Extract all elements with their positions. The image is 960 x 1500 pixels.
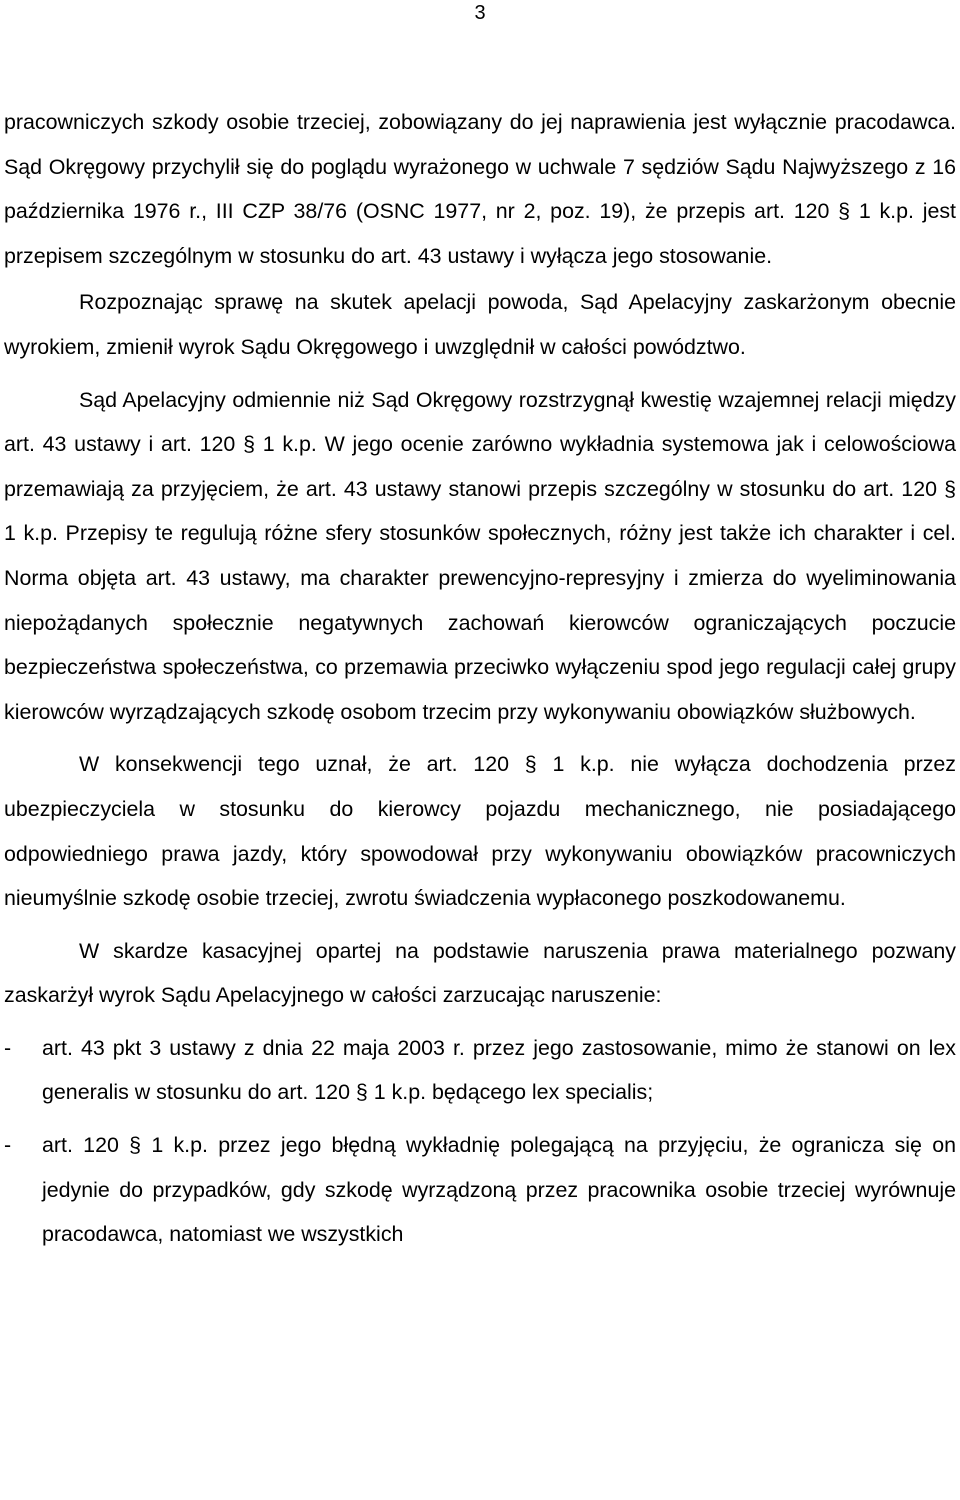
document-body (4, 100, 956, 1257)
page-number: 3 (474, 2, 486, 24)
list-dash: - (4, 1035, 12, 1060)
list-item-text: art. 120 § 1 k.p. przez jego błędną wykładnię polegającą na przyjęciu, że ogranicza się on jedynie do przypadków, gdy szkodę wyrządzoną przez pracownika osobie trzeciej wyrównuje pracodawca, natomiast we wszystkich (42, 1133, 956, 1247)
list-item-charge-2 (4, 1123, 956, 1257)
paragraph-appellate-reasoning: Sąd Apelacyjny odmiennie niż Sąd Okręgowy rozstrzygnął kwestię wzajemnej relacji między art. 43 ustawy i art. 120 § 1 k.p. W jego ocenie zarówno wykładnia systemowa jak i celowościowa przemawiają za przyjęciem, że art. 43 ustawy stanowi przepis szczególny w stosunku do art. 120 § 1 k.p. Przepisy te regulują różne sfery stosunków społecznych, różny jest także ich charakter i cel. Norma objęta art. 43 ustawy, ma charakter prewencyjno-represyjny i zmierza do wyeliminowania niepożądanych społecznie negatywnych zachowań kierowców ograniczających poczucie bezpieczeństwa społeczeństwa, co przemawia przeciwko wyłączeniu spod jego regulacji całej grupy kierowców wyrządzających szkodę osobom trzecim przy wykonywaniu obowiązków służbowych. (4, 387, 956, 724)
list-item-text: art. 43 pkt 3 ustawy z dnia 22 maja 2003 r. przez jego zastosowanie, mimo że stanowi on lex generalis w stosunku do art. 120 § 1 k.p. będącego lex specialis; (42, 1035, 956, 1105)
paragraph-cassation-complaint: W skardze kasacyjnej opartej na podstawie naruszenia prawa materialnego pozwany zaskarżył wyrok Sądu Apelacyjnego w całości zarzucając naruszenie: (4, 938, 956, 1008)
list-item-charge-1 (4, 1026, 956, 1115)
paragraph-court-of-first-instance: pracowniczych szkody osobie trzeciej, zobowiązany do jej naprawienia jest wyłącznie pracodawca. Sąd Okręgowy przychylił się do poglądu wyrażonego w uchwale 7 sędziów Sądu Najwyższego z 16 października 1976 r., III CZP 38/76 (OSNC 1977, nr 2, poz. 19), że przepis art. 120 § 1 k.p. jest przepisem szczególnym w stosunku do art. 43 ustawy i wyłącza jego stosowanie. (4, 110, 956, 268)
list-dash: - (4, 1133, 12, 1158)
paragraph-appeal: Rozpoznając sprawę na skutek apelacji powoda, Sąd Apelacyjny zaskarżonym obecnie wyrokiem, zmienił wyrok Sądu Okręgowego i uwzględnił w całości powództwo. (4, 290, 956, 359)
paragraph-consequence: W konsekwencji tego uznał, że art. 120 § 1 k.p. nie wyłącza dochodzenia przez ubezpieczyciela w stosunku do kierowcy pojazdu mechanicznego, nie posiadającego odpowiedniego prawa jazdy, który spowodował przy wykonywaniu obowiązków pracowniczych nieumyślnie szkodę osobie trzeciej, zwrotu świadczenia wypłaconego poszkodowanemu. (4, 752, 956, 911)
